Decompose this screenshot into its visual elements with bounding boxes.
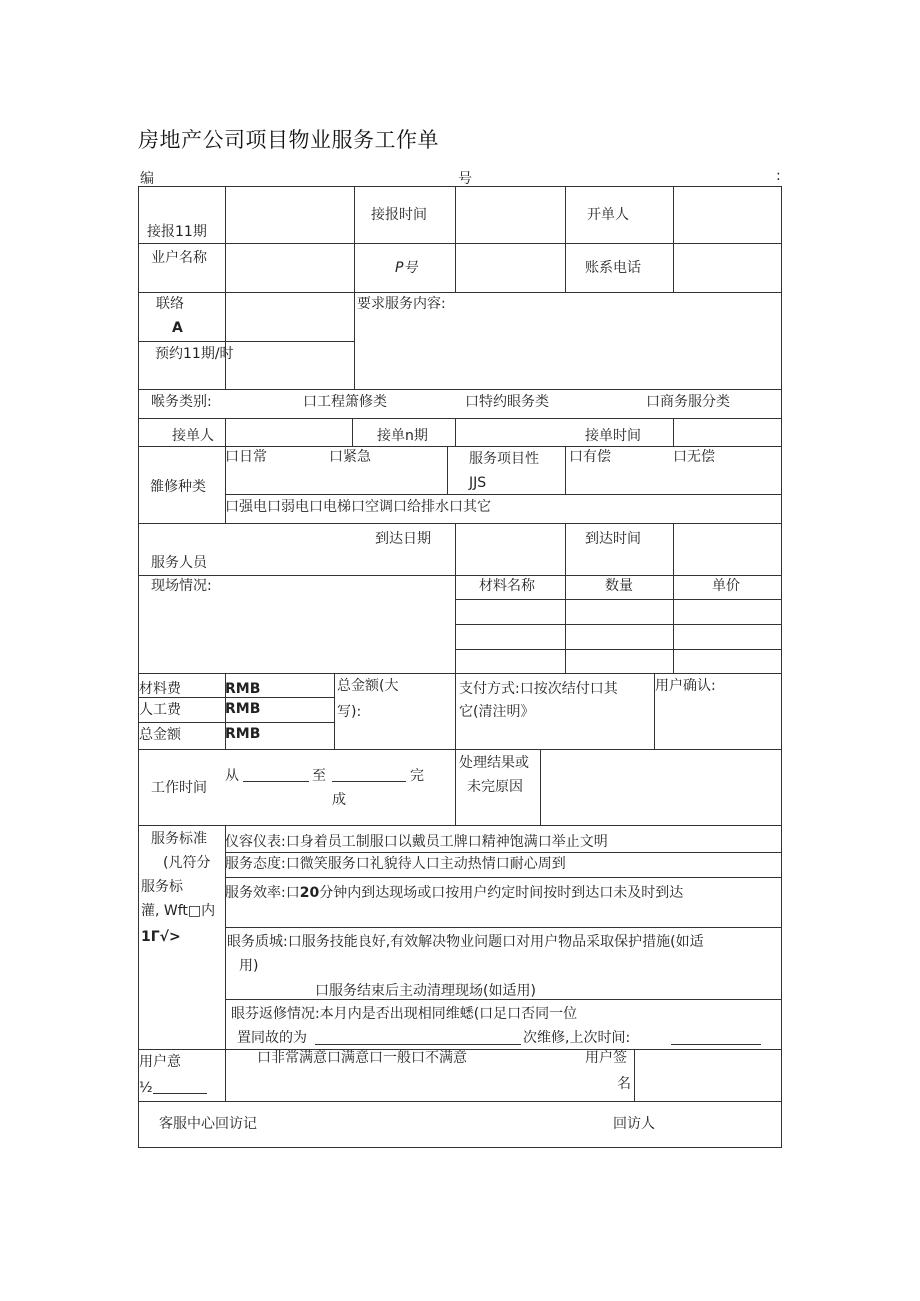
number-label-left: 编 [140,171,154,187]
col-line [673,523,674,575]
service-standard-label-5: 1Γ√> [141,929,181,945]
row-line [455,649,781,650]
col-line [634,1049,635,1101]
service-type-business-checkbox[interactable]: 口商务服分类 [646,394,730,410]
efficiency-minutes: 20 [299,885,320,901]
row-line [139,575,781,576]
work-time-done: 完 [410,768,424,784]
repair-urgent-checkbox[interactable]: 口紧急 [329,449,371,465]
col-line [225,1049,226,1101]
labor-fee-label: 人工费 [139,702,181,718]
rework-label: 眼芬返修情况:本月内是否出现相同维蟋(口足口否同一位 [231,1006,578,1022]
service-standard-label-3: 服务标 [141,879,183,895]
material-fee-label: 材料费 [139,681,181,697]
work-time-from: 从 [225,768,239,784]
repair-categories-checkboxes[interactable]: 口强电口弱电口电梯口空调口给排水口其它 [225,499,491,515]
col-line [540,749,541,825]
owner-name-label: 业户名称 [151,250,207,266]
rework-text-2a: 置同故的为 [237,1030,307,1046]
work-time-done-2: 成 [332,792,346,808]
col-line [565,575,566,673]
row-line [225,927,781,928]
issuer-label: 开单人 [587,207,629,223]
service-standard-label-4: 灌, Wft□内 [141,903,216,919]
quantity-header: 数量 [605,578,633,594]
row-line [139,825,781,826]
accept-date-label: 接单n期 [377,428,428,444]
page-title: 房地产公司项目物业服务工作单 [138,128,439,152]
arrival-time-label: 到达时间 [585,531,641,547]
room-no-label: P号 [395,260,418,276]
efficiency-text-1: 服务效率:口 [225,885,300,901]
work-time-from-blank[interactable] [243,781,309,782]
col-line [673,575,674,673]
service-type-label: 喉务类别: [151,394,212,410]
row-line [139,673,781,674]
row-line [139,749,781,750]
receive-date-label: 接报11期 [147,224,207,240]
row-line [139,341,354,342]
row-line [139,243,781,244]
attitude-checkboxes[interactable]: 服务态度:口微笑服务口礼貌待人口主动热情口耐心周到 [225,856,566,872]
row-line [139,446,781,447]
service-type-engineering-checkbox[interactable]: 口工程箫修类 [303,394,387,410]
col-line [354,187,355,389]
accept-time-label: 接单时间 [585,428,641,444]
work-time-to-blank[interactable] [332,781,406,782]
paid-checkbox[interactable]: 口有偿 [569,449,611,465]
material-name-header: 材料名称 [479,578,535,594]
appointment-label: 预约11期/时 [155,346,234,362]
col-line [455,418,456,446]
col-line [352,418,353,446]
repair-daily-checkbox[interactable]: 口日常 [225,449,267,465]
user-opinion-blank[interactable] [153,1093,207,1094]
efficiency-checkboxes[interactable] [225,884,683,902]
total-caps-label-2: 写): [337,704,362,720]
col-line [334,673,335,749]
payment-method-label: 支付方式:口按次结付口其 [459,681,618,697]
work-time-label: 工作时间 [151,780,207,796]
quality-text-2: 用) [239,958,259,974]
col-line [565,523,566,575]
row-line [225,877,781,878]
contact-person-label: 联络 [156,296,184,312]
form-number-row [138,168,782,186]
site-condition-label: 现场情况: [151,578,212,594]
efficiency-text-2: 分钟内到达现场或口按用户约定时间按时到达口未及时到达 [319,885,684,901]
rework-last-time-blank[interactable] [671,1044,761,1045]
number-label-right: : [776,168,781,184]
rework-text-2b: 次维修,上次时间: [523,1030,631,1046]
work-time-to: 至 [312,768,326,784]
material-fee-currency: RMB [225,681,261,697]
user-opinion-label: 用户意 [139,1054,181,1070]
row-line [139,722,334,723]
contact-phone-label: 账系电话 [585,260,641,276]
row-line [225,494,781,495]
col-line [455,523,456,575]
result-label: 处理结果或 [459,755,529,771]
row-line [455,624,781,625]
service-form-table [138,186,782,1148]
user-opinion-label-2: ½ [139,1080,153,1096]
contact-person-label-2: A [172,320,183,336]
service-staff-label: 服务人员 [151,555,207,571]
row-line [455,599,781,600]
user-sign-label: 用户签 [585,1050,627,1066]
satisfaction-checkboxes[interactable]: 口非常满意口满意口一般口不满意 [257,1050,467,1066]
callback-person-label: 回访人 [613,1116,655,1132]
result-label-2: 未完原因 [467,779,523,795]
col-line [455,575,456,673]
row-line [139,523,781,524]
col-line [673,187,674,292]
user-sign-label-2: 名 [617,1076,631,1092]
callback-record-label: 客服中心回访记 [159,1116,257,1132]
quality-checkboxes[interactable]: 眼务质城:口服务技能良好,有效解决物业问题口对用户物品采取保护措施(如适 [227,934,704,950]
row-line [139,292,781,293]
acceptor-label: 接单人 [172,428,214,444]
service-nature-label: 服务项目性 [469,451,539,467]
service-type-special-checkbox[interactable]: 口特约眼务类 [465,394,549,410]
receive-time-label: 接报时间 [371,207,427,223]
payment-method-label-2: 它(清注明》 [459,704,535,720]
total-caps-label: 总金额(大 [337,678,399,694]
service-request-label: 要求服务内容: [357,296,446,312]
row-line [139,1101,781,1102]
total-amount-currency: RMB [225,726,261,742]
col-line [565,187,566,292]
rework-count-blank[interactable] [315,1044,521,1045]
unit-price-header: 单价 [712,578,740,594]
col-line [455,187,456,292]
row-line [225,852,781,853]
user-confirm-label: 用户确认: [655,678,716,694]
total-amount-label: 总金额 [139,727,181,743]
free-checkbox[interactable]: 口无偿 [673,449,715,465]
appearance-checkboxes[interactable]: 仪容仪表:口身着员工制服口以戴员工牌口精神饱满口举止文明 [225,834,608,850]
labor-fee-currency: RMB [225,701,261,717]
col-line [455,673,456,825]
col-line [565,446,566,494]
col-line [447,446,448,494]
row-line [139,418,781,419]
service-standard-label: 服务标准 [151,831,207,847]
row-line [139,389,781,390]
service-standard-label-2: (凡符分 [163,855,211,871]
number-label-mid: 号 [458,171,472,187]
arrival-date-label: 到达日期 [375,531,431,547]
repair-type-label: 雒修种类 [150,479,206,495]
service-nature-label-2: JJS [469,475,487,491]
col-line [673,418,674,446]
quality-cleanup-checkbox[interactable]: 口服务结束后主动清理现场(如适用) [315,983,536,999]
